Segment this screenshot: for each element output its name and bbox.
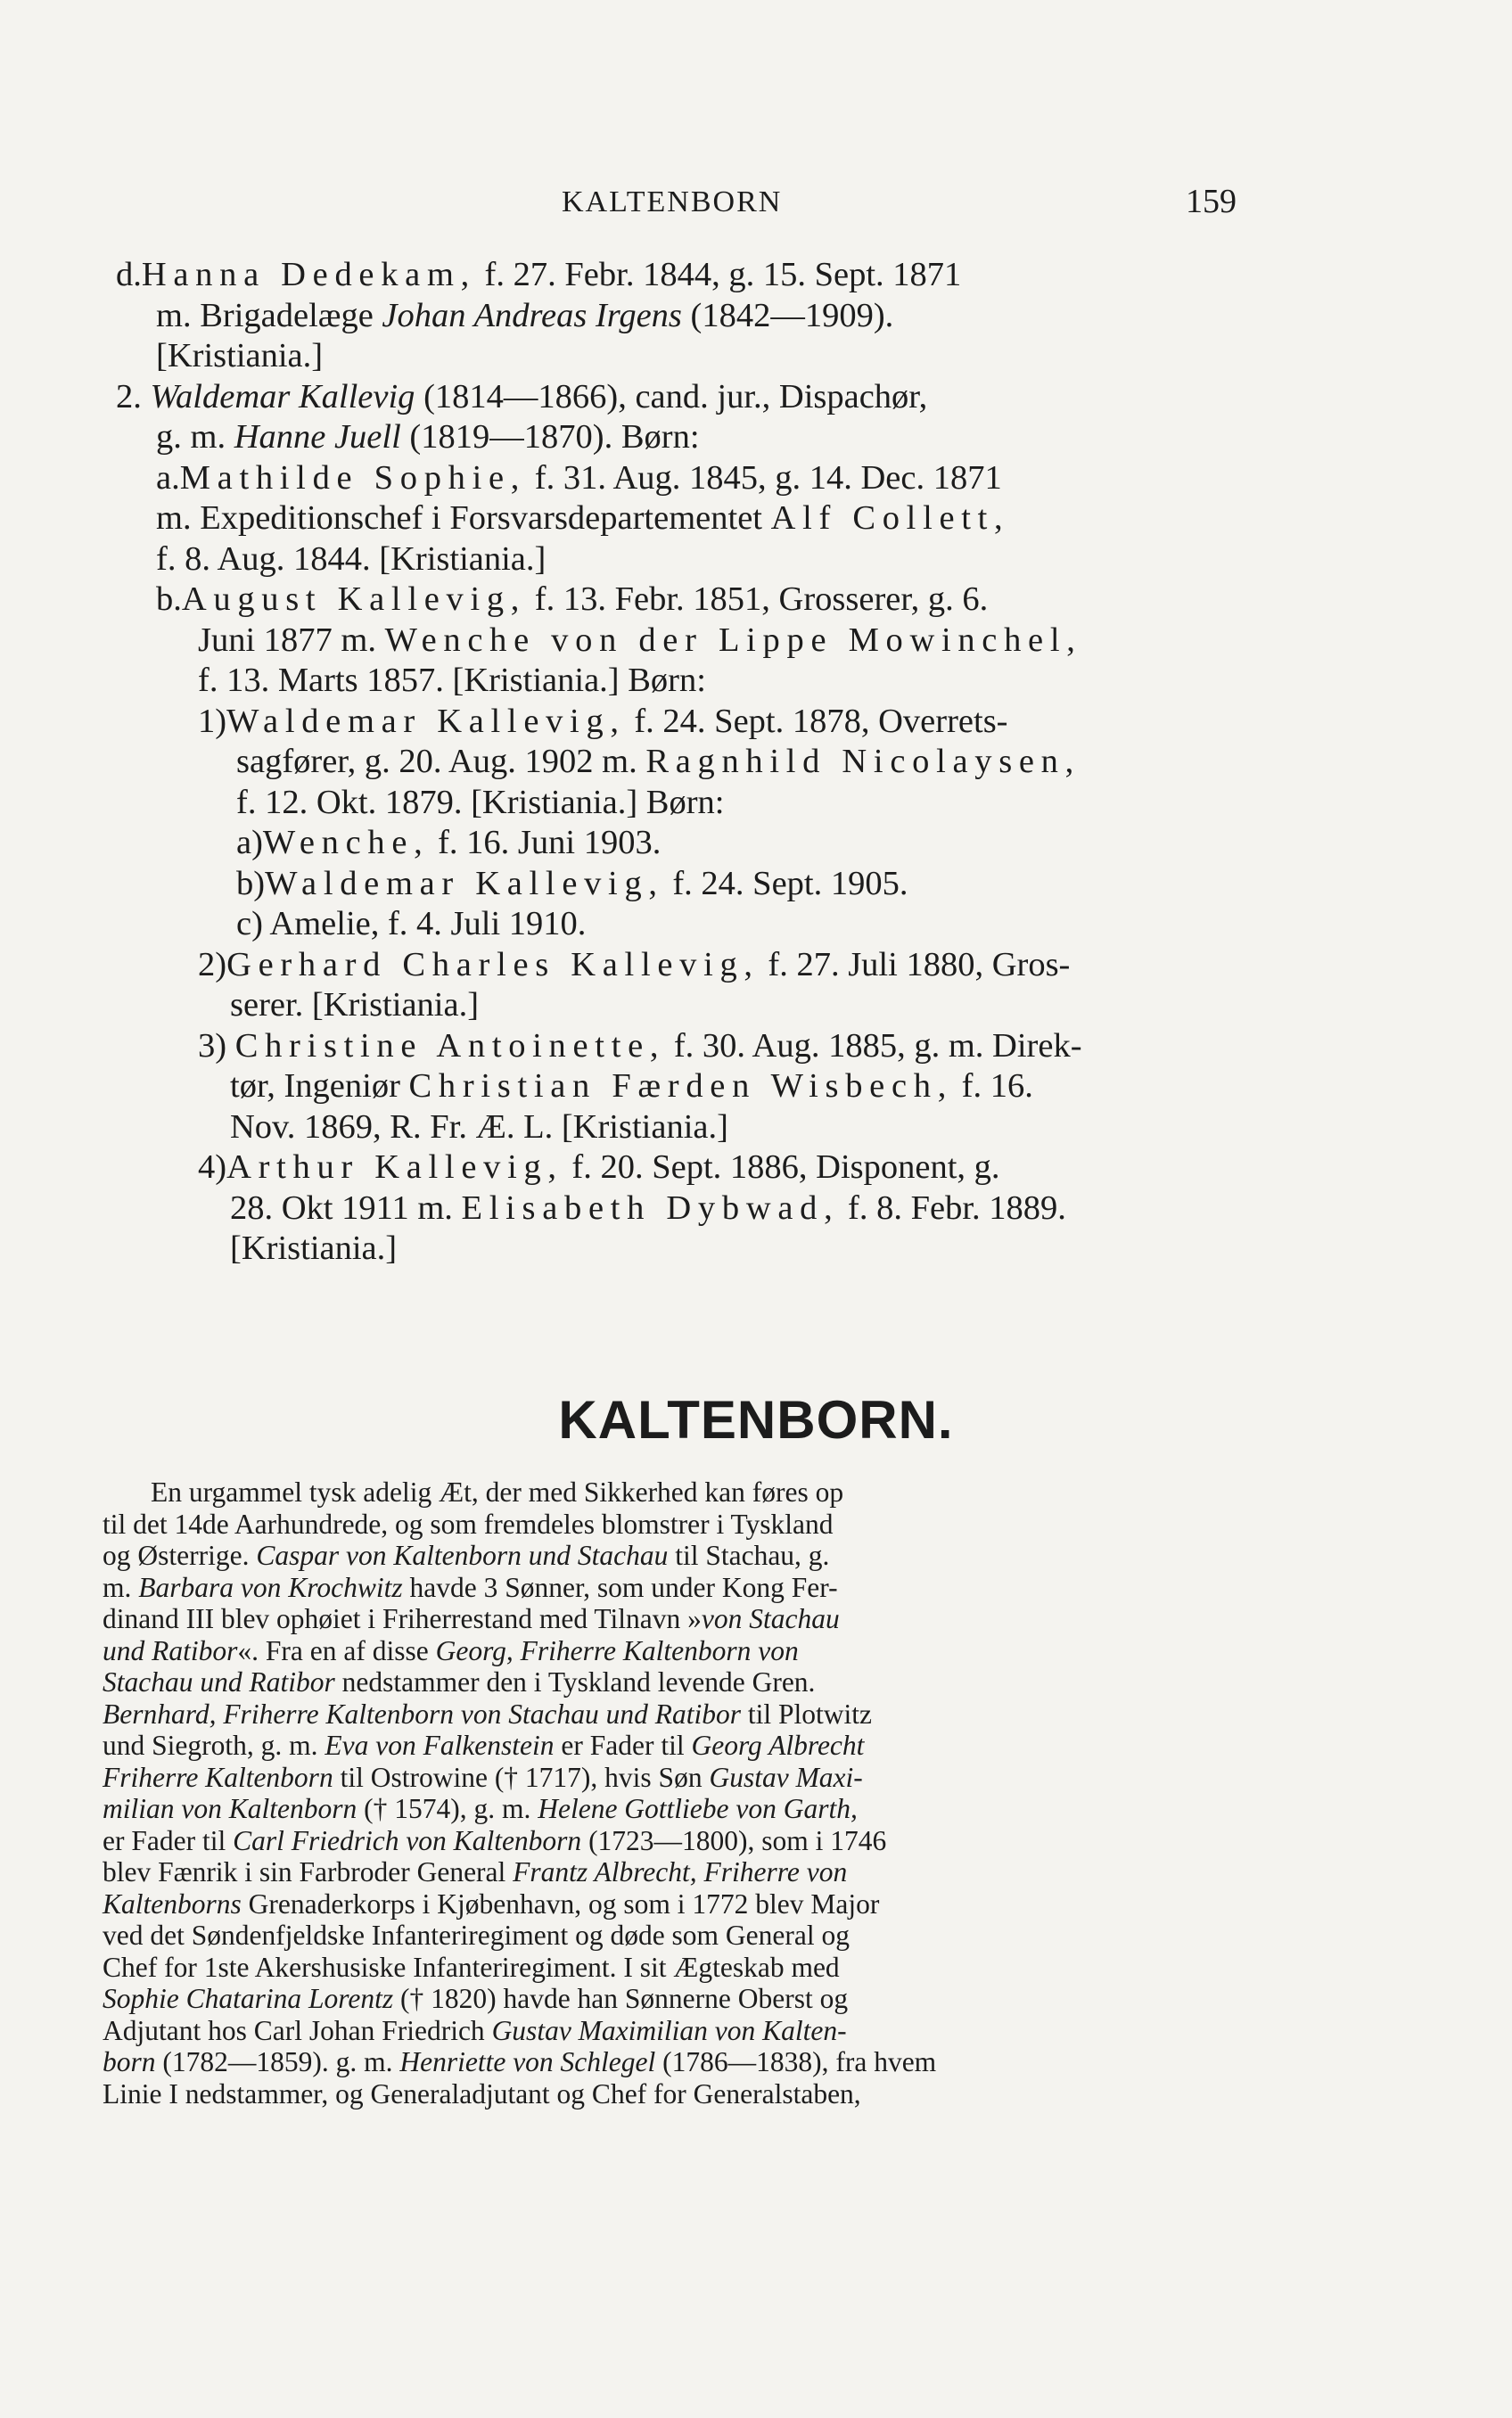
genealogy-line: 28. Okt 1911 m. Elisabeth Dybwad, f. 8. Febr. 1889. bbox=[230, 1188, 1066, 1227]
text-line: Sophie Chatarina Lorentz († 1820) havde han Sønnerne Oberst og bbox=[103, 1983, 849, 2014]
genealogy-line: b.August Kallevig, f. 13. Febr. 1851, Grosserer, g. 6. bbox=[156, 580, 989, 618]
page-number: 159 bbox=[1186, 183, 1237, 220]
genealogy-line: serer. [Kristiania.] bbox=[230, 986, 480, 1024]
genealogy-entries bbox=[116, 255, 1259, 1270]
genealogy-line: m. Expeditionschef i Forsvarsdepartementet Alf Collett, bbox=[156, 499, 1010, 537]
text-line: til det 14de Aarhundrede, og som fremdeles blomstrer i Tyskland bbox=[103, 1508, 834, 1540]
running-head bbox=[0, 185, 1512, 221]
person-name: August Kallevig, bbox=[181, 580, 527, 618]
genealogy-line: f. 12. Okt. 1879. [Kristiania.] Børn: bbox=[236, 783, 725, 821]
person-name: Christine Antoinette, bbox=[234, 1026, 666, 1065]
genealogy-line: a.Mathilde Sophie, f. 31. Aug. 1845, g. 14. Dec. 1871 bbox=[156, 458, 1002, 497]
genealogy-line: [Kristiania.] bbox=[230, 1230, 398, 1267]
text-line: Chef for 1ste Akershusiske Infanteriregiment. I sit Ægteskab med bbox=[103, 1951, 840, 1983]
genealogy-line: g. m. Hanne Juell (1819—1870). Børn: bbox=[156, 418, 700, 456]
text-line: En urgammel tysk adelig Æt, der med Sikkerhed kan føres op bbox=[151, 1476, 844, 1508]
genealogy-line: tør, Ingeniør Christian Færden Wisbech, f. 16. bbox=[230, 1067, 1033, 1105]
genealogy-line: b)Waldemar Kallevig, f. 24. Sept. 1905. bbox=[236, 864, 908, 902]
text-line: Stachau und Ratibor nedstammer den i Tyskland levende Gren. bbox=[103, 1666, 816, 1698]
genealogy-line: f. 8. Aug. 1844. [Kristiania.] bbox=[156, 539, 546, 578]
running-title: KALTENBORN bbox=[562, 185, 783, 218]
person-name: Christian Færden Wisbech, bbox=[408, 1067, 954, 1105]
text-line: und Siegroth, g. m. Eva von Falkenstein er Fader til Georg Albrecht bbox=[103, 1730, 865, 1761]
genealogy-line: 2. Waldemar Kallevig (1814—1866), cand. jur., Dispachør, bbox=[116, 377, 928, 415]
text-line: blev Fænrik i sin Farbroder General Frantz Albrecht, Friherre von bbox=[103, 1856, 848, 1888]
text-line: Linie I nedstammer, og Generaladjutant og Chef for Generalstaben, bbox=[103, 2077, 861, 2110]
person-name: Arthur Kallevig, bbox=[226, 1148, 563, 1186]
text-line: milian von Kaltenborn († 1574), g. m. Helene Gottliebe von Garth, bbox=[103, 1793, 858, 1824]
person-name: Gerhard Charles Kallevig, bbox=[226, 945, 760, 983]
text-line: Kaltenborns Grenaderkorps i Kjøbenhavn, og som i 1772 blev Major bbox=[103, 1888, 880, 1920]
genealogy-line: [Kristiania.] bbox=[156, 337, 324, 374]
person-name: Mathilde Sophie, bbox=[179, 458, 527, 497]
genealogy-line: Nov. 1869, R. Fr. Æ. L. [Kristiania.] bbox=[230, 1107, 728, 1146]
genealogy-line: 1)Waldemar Kallevig, f. 24. Sept. 1878, Overrets- bbox=[198, 702, 1008, 740]
genealogy-line: a)Wenche, f. 16. Juni 1903. bbox=[236, 824, 662, 861]
genealogy-line: 3) Christine Antoinette, f. 30. Aug. 1885, g. m. Direk- bbox=[198, 1026, 1082, 1065]
person-name: Elisabeth Dybwad, bbox=[461, 1188, 840, 1227]
genealogy-line: sagfører, g. 20. Aug. 1902 m. Ragnhild Nicolaysen, bbox=[236, 743, 1081, 780]
genealogy-line: m. Brigadelæge Johan Andreas Irgens (1842—1909). bbox=[156, 296, 894, 334]
person-name: Alf Collett, bbox=[770, 499, 1010, 537]
person-name: Hanna Dedekam, bbox=[141, 256, 476, 293]
person-name: Wenche von der Lippe Mowinchel, bbox=[384, 621, 1082, 659]
person-name: Waldemar Kallevig, bbox=[265, 864, 664, 902]
genealogy-line: 4)Arthur Kallevig, f. 20. Sept. 1886, Disponent, g. bbox=[198, 1148, 1000, 1186]
section-title: KALTENBORN. bbox=[558, 1390, 954, 1450]
text-line: Friherre Kaltenborn til Ostrowine († 1717), hvis Søn Gustav Maxi- bbox=[103, 1761, 863, 1793]
text-line: ved det Søndenfjeldske Infanteriregiment og døde som General og bbox=[103, 1920, 850, 1951]
person-name: Ragnhild Nicolaysen, bbox=[645, 743, 1081, 780]
person-name: Wenche, bbox=[262, 824, 430, 861]
genealogy-line: Juni 1877 m. Wenche von der Lippe Mowinchel, bbox=[198, 621, 1082, 659]
genealogy-line: f. 13. Marts 1857. [Kristiania.] Børn: bbox=[198, 662, 706, 699]
text-line: dinand III blev ophøiet i Friherrestand med Tilnavn »von Stachau bbox=[103, 1603, 840, 1634]
person-name: Johan Andreas Irgens bbox=[382, 296, 682, 334]
genealogy-line: c) Amelie, f. 4. Juli 1910. bbox=[236, 905, 587, 942]
text-line: Adjutant hos Carl Johan Friedrich Gustav Maximilian von Kalten- bbox=[103, 2014, 847, 2046]
text-line: und Ratibor«. Fra en af disse Georg, Friherre Kaltenborn von bbox=[103, 1634, 799, 1666]
genealogy-line: d.Hanna Dedekam, f. 27. Febr. 1844, g. 15. Sept. 1871 bbox=[116, 256, 962, 293]
text-line: born (1782—1859). g. m. Henriette von Schlegel (1786—1838), fra hvem bbox=[103, 2046, 937, 2077]
text-line: Bernhard, Friherre Kaltenborn von Stachau und Ratibor til Plotwitz bbox=[103, 1698, 872, 1730]
family-history-paragraph bbox=[103, 1476, 1239, 2110]
text-line: er Fader til Carl Friedrich von Kaltenborn (1723—1800), som i 1746 bbox=[103, 1824, 887, 1856]
person-name: Waldemar Kallevig, bbox=[226, 702, 626, 740]
genealogy-line: 2)Gerhard Charles Kallevig, f. 27. Juli 1880, Gros- bbox=[198, 945, 1071, 983]
person-name: Waldemar Kallevig bbox=[150, 377, 415, 415]
text-line: og Østerrige. Caspar von Kaltenborn und Stachau til Stachau, g. bbox=[103, 1540, 830, 1571]
person-name: Hanne Juell bbox=[234, 418, 401, 456]
text-line: m. Barbara von Krochwitz havde 3 Sønner, som under Kong Fer- bbox=[103, 1571, 838, 1603]
